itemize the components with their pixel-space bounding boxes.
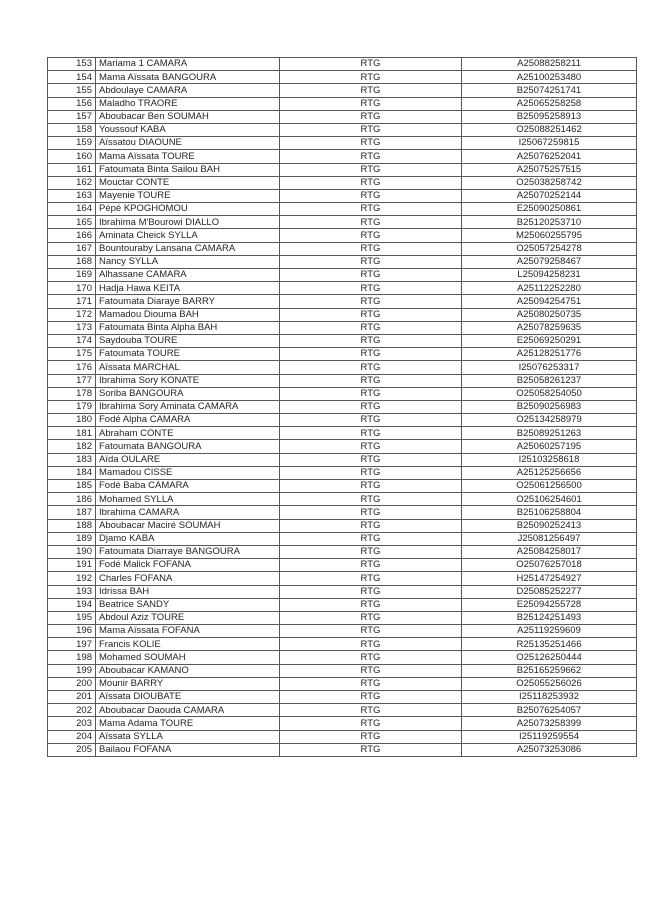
id-number-cell: I25067259815 [462,137,637,150]
institution-cell: RTG [280,559,462,572]
table-row [48,176,637,189]
name-cell: Bailaou FOFANA [96,743,280,756]
row-number-cell: 205 [48,743,96,756]
institution-cell: RTG [280,137,462,150]
institution-cell: RTG [280,84,462,97]
table-row [48,414,637,427]
row-number-cell: 161 [48,163,96,176]
name-cell: Abraham CONTE [96,427,280,440]
table-row [48,519,637,532]
table-row [48,229,637,242]
table-row [48,216,637,229]
id-number-cell: O25038258742 [462,176,637,189]
id-number-cell: O25058254050 [462,387,637,400]
id-number-cell: I25103258618 [462,453,637,466]
id-number-cell: B25090252413 [462,519,637,532]
institution-cell: RTG [280,387,462,400]
id-number-cell: B25058261237 [462,374,637,387]
row-number-cell: 187 [48,506,96,519]
name-cell: Mouctar CONTE [96,176,280,189]
table-row [48,625,637,638]
id-number-cell: A25128251776 [462,348,637,361]
table-row [48,598,637,611]
roster-table [47,57,637,757]
table-row [48,480,637,493]
row-number-cell: 160 [48,150,96,163]
row-number-cell: 184 [48,466,96,479]
institution-cell: RTG [280,625,462,638]
institution-cell: RTG [280,598,462,611]
row-number-cell: 204 [48,730,96,743]
name-cell: Aïssata SYLLA [96,730,280,743]
institution-cell: RTG [280,400,462,413]
name-cell: Mohamed SOUMAH [96,651,280,664]
id-number-cell: O25134258979 [462,414,637,427]
table-row [48,466,637,479]
id-number-cell: O25088251462 [462,123,637,136]
table-row [48,440,637,453]
id-number-cell: A25100253480 [462,71,637,84]
name-cell: Fatoumata TOURE [96,348,280,361]
institution-cell: RTG [280,545,462,558]
id-number-cell: O25061256500 [462,480,637,493]
id-number-cell: I25119259554 [462,730,637,743]
institution-cell: RTG [280,480,462,493]
id-number-cell: A25073253086 [462,743,637,756]
row-number-cell: 201 [48,691,96,704]
name-cell: Fatoumata BANGOURA [96,440,280,453]
institution-cell: RTG [280,532,462,545]
row-number-cell: 196 [48,625,96,638]
institution-cell: RTG [280,308,462,321]
name-cell: Mamadou Diouma BAH [96,308,280,321]
institution-cell: RTG [280,97,462,110]
name-cell: Nancy SYLLA [96,255,280,268]
name-cell: Fodé Malick FOFANA [96,559,280,572]
name-cell: Aboubacar KAMANO [96,664,280,677]
row-number-cell: 198 [48,651,96,664]
table-row [48,572,637,585]
institution-cell: RTG [280,466,462,479]
institution-cell: RTG [280,704,462,717]
row-number-cell: 169 [48,269,96,282]
row-number-cell: 175 [48,348,96,361]
id-number-cell: A25080250735 [462,308,637,321]
id-number-cell: D25085252277 [462,585,637,598]
roster-body [48,58,637,757]
table-row [48,400,637,413]
id-number-cell: E25090250861 [462,203,637,216]
row-number-cell: 179 [48,400,96,413]
id-number-cell: A25125256656 [462,466,637,479]
name-cell: Fatoumata Binta Alpha BAH [96,321,280,334]
table-row [48,559,637,572]
row-number-cell: 157 [48,110,96,123]
table-row [48,282,637,295]
institution-cell: RTG [280,334,462,347]
row-number-cell: 165 [48,216,96,229]
name-cell: Hadja Hawa KEITA [96,282,280,295]
id-number-cell: B25095258913 [462,110,637,123]
row-number-cell: 167 [48,242,96,255]
id-number-cell: A25065258258 [462,97,637,110]
name-cell: Aïssata MARCHAL [96,361,280,374]
name-cell: Mounir BARRY [96,677,280,690]
row-number-cell: 159 [48,137,96,150]
row-number-cell: 182 [48,440,96,453]
institution-cell: RTG [280,519,462,532]
table-row [48,269,637,282]
row-number-cell: 181 [48,427,96,440]
row-number-cell: 177 [48,374,96,387]
table-row [48,545,637,558]
row-number-cell: 176 [48,361,96,374]
row-number-cell: 185 [48,480,96,493]
name-cell: Abdoul Aziz TOURE [96,611,280,624]
institution-cell: RTG [280,427,462,440]
id-number-cell: A25119259609 [462,625,637,638]
row-number-cell: 194 [48,598,96,611]
id-number-cell: J25081256497 [462,532,637,545]
name-cell: Aboubacar Maciré SOUMAH [96,519,280,532]
row-number-cell: 153 [48,58,96,71]
id-number-cell: H25147254927 [462,572,637,585]
row-number-cell: 174 [48,334,96,347]
name-cell: Mohamed SYLLA [96,493,280,506]
row-number-cell: 195 [48,611,96,624]
table-row [48,295,637,308]
row-number-cell: 166 [48,229,96,242]
table-row [48,506,637,519]
institution-cell: RTG [280,611,462,624]
table-row [48,242,637,255]
name-cell: Pépé KPOGHOMOU [96,203,280,216]
institution-cell: RTG [280,414,462,427]
table-row [48,348,637,361]
row-number-cell: 186 [48,493,96,506]
id-number-cell: B25120253710 [462,216,637,229]
id-number-cell: O25106254601 [462,493,637,506]
institution-cell: RTG [280,176,462,189]
institution-cell: RTG [280,229,462,242]
table-row [48,97,637,110]
name-cell: Aminata Cheick SYLLA [96,229,280,242]
id-number-cell: O25055256026 [462,677,637,690]
name-cell: Ibrahima CAMARA [96,506,280,519]
id-number-cell: B25124251493 [462,611,637,624]
institution-cell: RTG [280,110,462,123]
table-row [48,374,637,387]
id-number-cell: M25060255795 [462,229,637,242]
row-number-cell: 197 [48,638,96,651]
institution-cell: RTG [280,255,462,268]
name-cell: Bountouraby Lansana CAMARA [96,242,280,255]
institution-cell: RTG [280,585,462,598]
row-number-cell: 173 [48,321,96,334]
id-number-cell: R25135251466 [462,638,637,651]
id-number-cell: A25079258467 [462,255,637,268]
institution-cell: RTG [280,453,462,466]
id-number-cell: B25165259662 [462,664,637,677]
table-row [48,651,637,664]
institution-cell: RTG [280,730,462,743]
table-row [48,717,637,730]
institution-cell: RTG [280,150,462,163]
row-number-cell: 155 [48,84,96,97]
id-number-cell: A25075257515 [462,163,637,176]
id-number-cell: A25076252041 [462,150,637,163]
name-cell: Aboubacar Daouda CAMARA [96,704,280,717]
name-cell: Ibrahima Sory KONATE [96,374,280,387]
institution-cell: RTG [280,123,462,136]
table-row [48,638,637,651]
row-number-cell: 183 [48,453,96,466]
id-number-cell: A25094254751 [462,295,637,308]
id-number-cell: A25073258399 [462,717,637,730]
table-row [48,387,637,400]
name-cell: Mama Aïssata FOFANA [96,625,280,638]
institution-cell: RTG [280,348,462,361]
institution-cell: RTG [280,203,462,216]
id-number-cell: B25090256983 [462,400,637,413]
name-cell: Saydouba TOURE [96,334,280,347]
name-cell: Djamo KABA [96,532,280,545]
table-row [48,730,637,743]
table-row [48,334,637,347]
institution-cell: RTG [280,572,462,585]
id-number-cell: O25126250444 [462,651,637,664]
row-number-cell: 192 [48,572,96,585]
id-number-cell: A25078259635 [462,321,637,334]
row-number-cell: 199 [48,664,96,677]
table-row [48,137,637,150]
name-cell: Aboubacar Ben SOUMAH [96,110,280,123]
name-cell: Fatoumata Diaraye BARRY [96,295,280,308]
institution-cell: RTG [280,58,462,71]
row-number-cell: 190 [48,545,96,558]
name-cell: Maladho TRAORE [96,97,280,110]
table-row [48,150,637,163]
id-number-cell: B25074251741 [462,84,637,97]
table-row [48,123,637,136]
name-cell: Fatoumata Binta Sailou BAH [96,163,280,176]
row-number-cell: 154 [48,71,96,84]
institution-cell: RTG [280,242,462,255]
table-row [48,110,637,123]
row-number-cell: 162 [48,176,96,189]
name-cell: Francis KOLIE [96,638,280,651]
id-number-cell: A25084258017 [462,545,637,558]
table-row [48,585,637,598]
name-cell: Mama Aïssata BANGOURA [96,71,280,84]
institution-cell: RTG [280,163,462,176]
name-cell: Soriba BANGOURA [96,387,280,400]
institution-cell: RTG [280,691,462,704]
id-number-cell: B25106258804 [462,506,637,519]
name-cell: Aïssata DIOUBATE [96,691,280,704]
institution-cell: RTG [280,216,462,229]
row-number-cell: 188 [48,519,96,532]
row-number-cell: 164 [48,203,96,216]
name-cell: Beatrice SANDY [96,598,280,611]
name-cell: Aïssatou DIAOUNE [96,137,280,150]
row-number-cell: 191 [48,559,96,572]
id-number-cell: A25088258211 [462,58,637,71]
name-cell: Mamadou CISSE [96,466,280,479]
row-number-cell: 163 [48,189,96,202]
table-row [48,704,637,717]
id-number-cell: O25057254278 [462,242,637,255]
institution-cell: RTG [280,321,462,334]
institution-cell: RTG [280,361,462,374]
table-row [48,308,637,321]
name-cell: Youssouf KABA [96,123,280,136]
row-number-cell: 171 [48,295,96,308]
institution-cell: RTG [280,295,462,308]
institution-cell: RTG [280,269,462,282]
row-number-cell: 168 [48,255,96,268]
institution-cell: RTG [280,743,462,756]
table-row [48,321,637,334]
id-number-cell: E25069250291 [462,334,637,347]
table-row [48,427,637,440]
table-row [48,743,637,756]
id-number-cell: A25070252144 [462,189,637,202]
table-row [48,84,637,97]
id-number-cell: I25076253317 [462,361,637,374]
row-number-cell: 178 [48,387,96,400]
id-number-cell: A25112252280 [462,282,637,295]
name-cell: Charles FOFANA [96,572,280,585]
row-number-cell: 202 [48,704,96,717]
row-number-cell: 156 [48,97,96,110]
table-row [48,189,637,202]
table-row [48,611,637,624]
table-row [48,453,637,466]
id-number-cell: B25076254057 [462,704,637,717]
name-cell: Idrissa BAH [96,585,280,598]
name-cell: Fodé Baba CAMARA [96,480,280,493]
institution-cell: RTG [280,374,462,387]
name-cell: Alhassane CAMARA [96,269,280,282]
id-number-cell: O25076257018 [462,559,637,572]
institution-cell: RTG [280,664,462,677]
row-number-cell: 170 [48,282,96,295]
row-number-cell: 203 [48,717,96,730]
table-row [48,532,637,545]
row-number-cell: 193 [48,585,96,598]
institution-cell: RTG [280,506,462,519]
name-cell: Ibrahima Sory Aminata CAMARA [96,400,280,413]
id-number-cell: B25089251263 [462,427,637,440]
institution-cell: RTG [280,677,462,690]
id-number-cell: E25094255728 [462,598,637,611]
name-cell: Mariama 1 CAMARA [96,58,280,71]
row-number-cell: 180 [48,414,96,427]
name-cell: Mama Aïssata TOURE [96,150,280,163]
institution-cell: RTG [280,717,462,730]
institution-cell: RTG [280,493,462,506]
institution-cell: RTG [280,189,462,202]
table-row [48,691,637,704]
name-cell: Aïda OULARE [96,453,280,466]
table-row [48,58,637,71]
institution-cell: RTG [280,651,462,664]
id-number-cell: A25060257195 [462,440,637,453]
name-cell: Mayenie TOURE [96,189,280,202]
table-row [48,677,637,690]
name-cell: Mama Adama TOURE [96,717,280,730]
row-number-cell: 158 [48,123,96,136]
table-row [48,203,637,216]
table-row [48,361,637,374]
row-number-cell: 200 [48,677,96,690]
institution-cell: RTG [280,71,462,84]
table-row [48,71,637,84]
id-number-cell: L25094258231 [462,269,637,282]
name-cell: Fatoumata Diarraye BANGOURA [96,545,280,558]
institution-cell: RTG [280,282,462,295]
institution-cell: RTG [280,440,462,453]
name-cell: Abdoulaye CAMARA [96,84,280,97]
id-number-cell: I25118253932 [462,691,637,704]
name-cell: Fodé Alpha CAMARA [96,414,280,427]
institution-cell: RTG [280,638,462,651]
row-number-cell: 172 [48,308,96,321]
name-cell: Ibrahima M'Bourowi DIALLO [96,216,280,229]
table-row [48,493,637,506]
table-row [48,664,637,677]
table-row [48,163,637,176]
table-row [48,255,637,268]
row-number-cell: 189 [48,532,96,545]
